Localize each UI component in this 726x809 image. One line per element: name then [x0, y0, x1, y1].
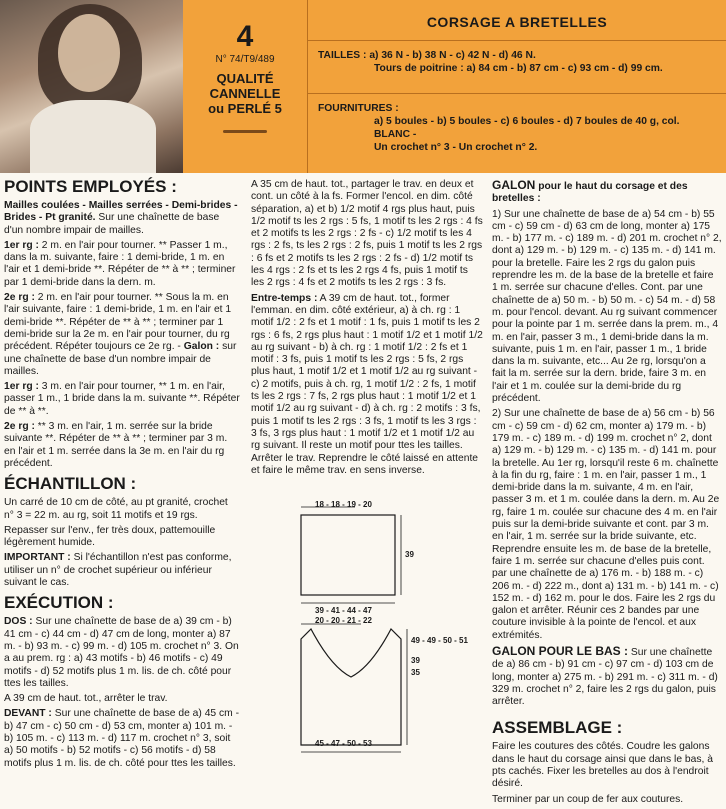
photo-garment [30, 100, 156, 173]
paragraph: Un carré de 10 cm de côté, au pt granité, crochet n° 3 = 22 m. au rg, soit 11 motifs et 19 rgs. [4, 497, 228, 521]
dim-label: 39 [405, 550, 414, 560]
paragraph: A 35 cm de haut. tot., partager le trav. en deux et cont. un côté à la fs. Former l'encol. en dim. côté séparation, a) et b) 1/2 motif 4 rgs plus haut, puis 1/2 motif ts les 2 rgs : 5 fs, 1 motif ts les 2 rgs : 4 fs et 2 motifs ts les 2 rgs : 2 fs - c) 1/2 motif ts les 4 rgs : 2 fs, ts les 2 rgs : 2 fs, puis 1 motif ts les 2 rgs : 6 fs et 2 motifs ts les 2 rgs : 2 fs - d) 1/2 motif ts les 4 rgs : 2 fs et ts les 2 rgs 4 fs, puis 1 motif ts les 2 rgs : 4 fs et 2 motifs ts les 2 rgs : 3 fs. [251, 179, 483, 289]
paragraph: 1er rg : 3 m. en l'air pour tourner, ** 1 m. en l'air, passer 1 m., 1 bride dans la m. suivante **. Répéter de ** à **. [4, 381, 240, 417]
paragraph: Terminer par un coup de fer aux coutures. [492, 793, 684, 805]
dim-label: 20 - 20 - 21 - 22 [315, 616, 372, 626]
paragraph: Mailles coulées - Mailles serrées - Demi-brides - Brides - Pt granité. Sur une chaînette de base d'un nombre impair de mailles. [4, 200, 238, 236]
paragraph: GALON POUR LE BAS : Sur une chaînette de a) 86 cm - b) 91 cm - c) 97 cm - d) 103 cm de long, monter a) 275 m. - b) 291 m. - c) 311 m. - d) 329 m. crochet n° 2, faire les 2 rgs du galon, puis arrêter. [492, 643, 718, 708]
pattern-number: 4 [236, 20, 254, 53]
dim-label: 18 - 18 - 19 - 20 [315, 500, 372, 510]
paragraph: GALON pour le haut du corsage et des bretelles : [492, 178, 688, 205]
section-title: ASSEMBLAGE : [492, 718, 623, 738]
dim-label: 39 [411, 656, 420, 666]
front-piece-outline [301, 629, 401, 745]
sizes-block [308, 41, 726, 94]
supplies-line: a) 5 boules - b) 5 boules - c) 6 boules - d) 7 boules de 40 g, col. BLANC - [374, 116, 680, 140]
column-middle [251, 173, 483, 747]
dim-label: 35 [411, 668, 420, 678]
bust-line: Tours de poitrine : a) 84 cm - b) 87 cm - c) 93 cm - d) 99 cm. [374, 63, 663, 74]
paragraph: A 39 cm de haut. tot., arrêter le trav. [4, 693, 168, 705]
header-details [308, 0, 726, 173]
model-photo [0, 0, 183, 173]
photo-face [58, 14, 120, 92]
back-piece-outline [301, 515, 395, 595]
paragraph: IMPORTANT : Si l'échantillon n'est pas conforme, utiliser un n° de crochet supérieur ou inférieur suivant le cas. [4, 552, 232, 589]
column-right [492, 173, 722, 809]
paragraph: DEVANT : Sur une chaînette de base de a) 45 cm - b) 47 cm - c) 50 cm - d) 53 cm, monter a) 101 m. - b) 105 m. - c) 113 m. - d) 117 m. crochet n° 3, soit a) 50 motifs - b) 52 motifs - c) 56 motifs - d) 58 motifs plus 1 m. lis. de ch. côté pour ttes les tailles. [4, 708, 240, 769]
dim-label: 49 - 49 - 50 - 51 [411, 636, 468, 646]
quality-line: CANNELLE [209, 86, 281, 101]
supplies-block [308, 94, 726, 154]
paragraph: Faire les coutures des côtés. Coudre les galons dans le haut du corsage ainsi que dans le bas, à pts cachés. Fixer les bretelles au dos à l'endroit désiré. [492, 741, 713, 790]
dim-label: 39 - 41 - 44 - 47 [315, 606, 372, 616]
paragraph: Repasser sur l'env., fer très doux, pattemouille légèrement humide. [4, 524, 216, 549]
paragraph: DOS : Sur une chaînette de base de a) 39 cm - b) 41 cm - c) 44 cm - d) 47 cm de long, monter a) 87 m. - b) 93 m. - c) 99 m. - d) 105 m. crochet n° 3. On a au prem. rg : a) 43 motifs - b) 46 motifs - c) 49 motifs - d) 52 motifs plus 1 m. lis. de ch. côté pour ttes les tailles. [4, 616, 239, 689]
paragraph: 1er rg : 2 m. en l'air pour tourner. ** Passer 1 m., dans la m. suivante, faire : 1 demi-bride, 1 m. en l'air et 1 demi-bride **. Répéter de ** à ** ; terminer par 1 demi-bride dans la dern. m. [4, 239, 236, 288]
crochet-hook-icon [223, 130, 267, 133]
dim-label: 45 - 47 - 50 - 53 [315, 739, 372, 749]
paragraph: 2) Sur une chaînette de base de a) 56 cm - b) 56 cm - c) 59 cm - d) 62 cm, monter a) 179 m. - b) 179 m. - c) 189 m. - d) 199 m. crochet n° 2, dont a) 129 m. - b) 129 m. - c) 135 m. - d) 141 m. pour la bretelle. Au 1er rg, lorsqu'il reste 6 m. chaînette à la fin du rg, faire : 1 m. en l'air, passer 1 m., 1 demi-bride dans la m. suivante, 4 m. en l'air, passer 3 m. et 1 m. coulée dans la dern. m. Au 2e rg, faire 1 m. coulée sur chacune des 4 m. en l'air puis sur la demi-bride suivante et cont. par 3 m. en l'air, 1 m. serrée sur la bride suivante, etc. Reprendre ensuite les m. de base de la bretelle, faire 1 m. serrée sur chacune d'elles puis cont. par une chaînette de a) 176 m. - b) 188 m. - c) 206 m. - d) 222 m., dont a) 131 m. - b) 141 m. - c) 152 m. - d) 162 m. pour le dos. Faire les 2 rgs du galon et arrêter. Réunir ces 2 bandes par une couture invisible à la pointe de l'encol. et aux extrémités. [492, 408, 720, 641]
section-title: EXÉCUTION : [4, 593, 114, 613]
paragraph: 2e rg : ** 3 m. en l'air, 1 m. serrée sur la bride suivante **. Répéter de ** à ** ; terminer par 3 m. en l'air et 1 m. serrée dans la 3e m. en l'air du rg précédent. [4, 421, 228, 469]
paragraph: 1) Sur une chaînette de base de a) 54 cm - b) 55 cm - c) 59 cm - d) 63 cm de long, monter a) 175 m. - b) 177 m. - c) 189 m. - d) 201 m. crochet n° 2, dont a) 129 m. - b) 129 m. - c) 135 m. - d) 141 m. pour la bretelle. Faire les 2 rgs du galon puis reprendre les m. de la base de la bretelle et faire 1 m. serrée sur chacune d'elles. Cont. par une chaînette de a) 50 m. - b) 50 m. - c) 54 m. - d) 58 m. pour l'encol. devant. Au rg suivant commencer pour la pointe par 1 m. serrée dans la prem. m., 4 m. en l'air, passer 3 m., 1 demi-bride dans la m. suivante, puis 1 m. en l'air, passer 1 m., 1 bride dans la m. suivante, etc... Au 2e rg, lorsqu'on a fait la m. serrée sur la dern. bride, faire 3 m. en l'air et 1 m. coulée sur la demi-bride du rg précédent. [492, 208, 722, 405]
page-title: CORSAGE A BRETELLES [308, 0, 726, 41]
section-title: POINTS EMPLOYÉS : [4, 177, 177, 196]
quality-line: QUALITÉ [216, 71, 274, 86]
sizes-line: a) 36 N - b) 38 N - c) 42 N - d) 46 N. [369, 50, 536, 61]
yarn-quality [183, 71, 307, 116]
paragraph: Entre-temps : A 39 cm de haut. tot., former l'emman. en dim. côté extérieur, a) à ch. rg : 1 motif 1/2 : 2 fs et 1 motif : 1 fs, puis 1 motif ts les 2 rgs : 6 fs, 2 rgs plus haut : 1 motif 1/2 et 1 motif 1/2 au rg suivant - b) à ch. rg : 1 motif 1/2 : 2 fs et 1 motif : 3 fs, puis 1 motif ts les 2 rgs : 5 fs, 2 rgs plus haut, 1 motif 1/2 et 1 motif 1/2 au rg suivant - c) 2 motifs, puis à ch. rg, 1 motif 1/2 : 2 fs, 1 motif ts les 2 rgs : 7 fs, 2 rgs plus haut : 1 motif 1/2 et 1 motif 1/2 au rg suivant - d) à ch. rg : 2 motifs : 3 fs, puis 1 motif ts les 2 rgs : 3 fs, 1 motif ts les 3 rgs : 3 fs, 3 rgs plus haut : 1 motif 1/2 et 1 motif 1/2 au rg suivant. Il reste un motif pour ttes les tailles. Arrêter le trav. Reprendre le côté laissé en attente et faire le même trav. en sens inverse. [251, 292, 483, 476]
column-left [4, 173, 240, 773]
pattern-info [183, 0, 308, 173]
supplies-label: FOURNITURES : [318, 103, 399, 114]
sizes-label: TAILLES : [318, 50, 367, 61]
paragraph: 2e rg : 2 m. en l'air pour tourner. ** Sous la m. en l'air suivante, faire : 1 demi-bride, 1 m. en l'air et 1 demi-bride **. Répéter de ** à ** ; terminer par 1 demi-bride sur la 2e m. en l'air pour tourner, du rg précédent. Répéter toujours ce 2e rg. - Galon : sur une chaînette de base d'un nombre impair de mailles. [4, 292, 237, 377]
schematic-diagrams [251, 487, 483, 747]
pattern-ref: N° 74/T9/489 [215, 54, 275, 65]
section-title: ÉCHANTILLON : [4, 474, 137, 494]
header-band [0, 0, 726, 173]
supplies-line: Un crochet n° 3 - Un crochet n° 2. [374, 142, 538, 153]
quality-line: ou PERLÉ 5 [208, 101, 282, 116]
